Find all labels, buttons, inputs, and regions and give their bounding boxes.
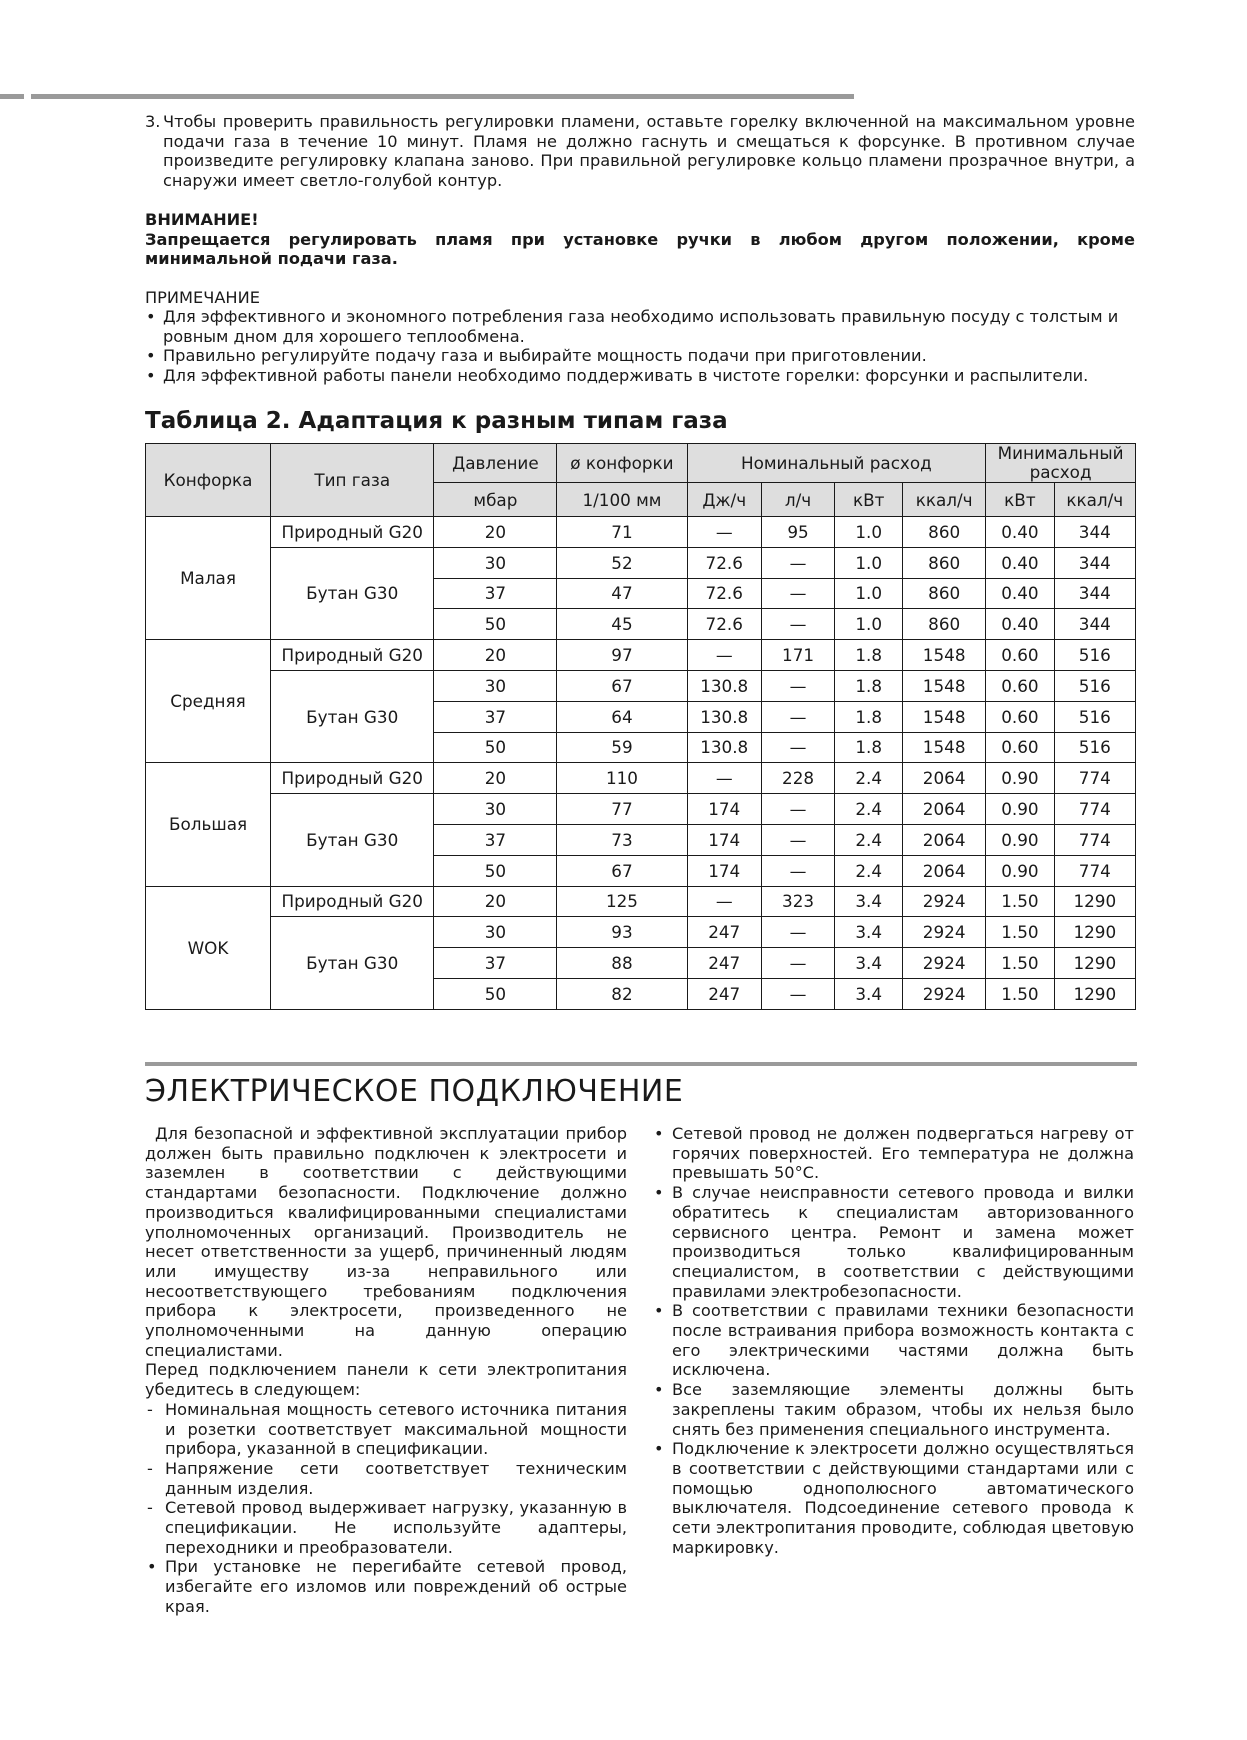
min-kcal-cell: 516 [1054, 640, 1135, 671]
min-kw-cell: 0.40 [986, 578, 1054, 609]
electric-right-column [652, 1124, 1134, 1557]
min-kw-cell: 0.90 [986, 855, 1054, 886]
min-kcal-cell: 344 [1054, 578, 1135, 609]
section-rule [145, 1062, 1137, 1066]
j-cell: 247 [687, 948, 761, 979]
table-row [146, 794, 1136, 825]
diameter-cell: 125 [557, 886, 687, 917]
min-kw-cell: 0.40 [986, 609, 1054, 640]
kcal-cell: 2064 [903, 824, 986, 855]
min-kcal-cell: 774 [1054, 763, 1135, 794]
kw-cell: 1.8 [835, 701, 903, 732]
burner-cell: Средняя [146, 640, 271, 763]
min-kw-cell: 0.90 [986, 763, 1054, 794]
kw-cell: 3.4 [835, 948, 903, 979]
kcal-cell: 2924 [903, 948, 986, 979]
note-item: • Для эффективного и экономного потребления газа необходимо использовать правильную посуду с толстым и ровным дном для хорошего теплообмена. [145, 307, 1135, 346]
pressure-cell: 30 [434, 547, 557, 578]
diameter-cell: 82 [557, 978, 687, 1009]
section-title: ЭЛЕКТРИЧЕСКОЕ ПОДКЛЮЧЕНИЕ [145, 1074, 684, 1109]
kw-cell: 1.0 [835, 547, 903, 578]
min-kw-cell: 0.40 [986, 547, 1054, 578]
j-cell: 174 [687, 824, 761, 855]
right-bullet: • Подключение к электросети должно осуществляться в соответствии с действующими стандартами или с помощью однополюсного автоматического выключателя. Подсоединение сетевого провода к сети электропитания проводите, соблюдая цветовую маркировку. [652, 1439, 1134, 1557]
table-row [146, 670, 1136, 701]
diameter-cell: 88 [557, 948, 687, 979]
header-burner: Конфорка [146, 444, 271, 517]
unit-kw: кВт [835, 483, 903, 517]
min-kw-cell: 0.60 [986, 732, 1054, 763]
min-kcal-cell: 1290 [1054, 948, 1135, 979]
header-nominal: Номинальный расход [687, 444, 986, 483]
warning-title: ВНИМАНИЕ! [145, 210, 259, 229]
right-bullet: • В соответствии с правилами техники безопасности после встраивания прибора возможность контакта с его электрическими частями должна быть исключена. [652, 1301, 1134, 1380]
min-kcal-cell: 1290 [1054, 886, 1135, 917]
kw-cell: 1.8 [835, 670, 903, 701]
j-cell: 130.8 [687, 701, 761, 732]
pressure-cell: 37 [434, 701, 557, 732]
kcal-cell: 2924 [903, 978, 986, 1009]
l-cell: — [761, 855, 834, 886]
gas-type-cell: Природный G20 [271, 763, 434, 794]
unit-kcal: ккал/ч [903, 483, 986, 517]
min-kw-cell: 0.90 [986, 824, 1054, 855]
note-list [145, 307, 1135, 385]
min-kcal-cell: 1290 [1054, 917, 1135, 948]
right-bullet-list [652, 1124, 1134, 1557]
unit-min-kw: кВт [986, 483, 1054, 517]
unit-j: Дж/ч [687, 483, 761, 517]
min-kcal-cell: 344 [1054, 517, 1135, 548]
pressure-cell: 20 [434, 886, 557, 917]
table-row [146, 763, 1136, 794]
check-item: - Сетевой провод выдерживает нагрузку, указанную в спецификации. Не используйте адаптеры, переходники и преобразователи. [145, 1498, 627, 1557]
j-cell: 130.8 [687, 670, 761, 701]
burner-cell: Большая [146, 763, 271, 886]
min-kcal-cell: 774 [1054, 855, 1135, 886]
min-kw-cell: 1.50 [986, 978, 1054, 1009]
kcal-cell: 860 [903, 578, 986, 609]
table-row [146, 517, 1136, 548]
kw-cell: 3.4 [835, 917, 903, 948]
left-bullet: • При установке не перегибайте сетевой провод, избегайте его изломов или повреждений об острые края. [145, 1557, 627, 1616]
table-row [146, 917, 1136, 948]
pressure-cell: 50 [434, 609, 557, 640]
j-cell: 247 [687, 917, 761, 948]
instructions-block [145, 112, 1135, 385]
l-cell: — [761, 978, 834, 1009]
diameter-cell: 77 [557, 794, 687, 825]
kcal-cell: 2924 [903, 917, 986, 948]
kw-cell: 1.0 [835, 578, 903, 609]
min-kcal-cell: 774 [1054, 794, 1135, 825]
j-cell: — [687, 886, 761, 917]
j-cell: 72.6 [687, 578, 761, 609]
check-item: - Напряжение сети соответствует техническим данным изделия. [145, 1459, 627, 1498]
pressure-cell: 50 [434, 978, 557, 1009]
min-kw-cell: 0.60 [986, 670, 1054, 701]
gas-type-cell: Бутан G30 [271, 794, 434, 886]
min-kw-cell: 0.60 [986, 640, 1054, 671]
header-minimal: Минимальный расход [986, 444, 1136, 483]
note-title: ПРИМЕЧАНИЕ [145, 287, 260, 307]
header-rule [31, 94, 854, 99]
unit-pressure: мбар [434, 483, 557, 517]
kw-cell: 2.4 [835, 763, 903, 794]
j-cell: 174 [687, 855, 761, 886]
diameter-cell: 67 [557, 855, 687, 886]
min-kw-cell: 1.50 [986, 886, 1054, 917]
step-text: Чтобы проверить правильность регулировки пламени, оставьте горелку включенной на максимальном уровне подачи газа в течение 10 минут. Пламя не должно гаснуть и смещаться к форсунке. В противном случае произведите регулировку клапана заново. При правильной регулировке кольцо пламени прозрачное внутри, а снаружи имеет светло-голубой контур. [163, 112, 1135, 190]
diameter-cell: 97 [557, 640, 687, 671]
min-kcal-cell: 774 [1054, 824, 1135, 855]
diameter-cell: 45 [557, 609, 687, 640]
kw-cell: 2.4 [835, 794, 903, 825]
gas-type-cell: Бутан G30 [271, 670, 434, 762]
diameter-cell: 47 [557, 578, 687, 609]
table-row [146, 886, 1136, 917]
min-kw-cell: 1.50 [986, 948, 1054, 979]
right-bullet: • В случае неисправности сетевого провода и вилки обратитесь к специалистам авторизованного сервисного центра. Ремонт и замена может производиться только квалифицированным специалистом, в соответствии с действующими правилами электробезопасности. [652, 1183, 1134, 1301]
pressure-cell: 30 [434, 794, 557, 825]
unit-min-kcal: ккал/ч [1054, 483, 1135, 517]
kw-cell: 2.4 [835, 824, 903, 855]
table-row [146, 640, 1136, 671]
kw-cell: 3.4 [835, 978, 903, 1009]
l-cell: — [761, 824, 834, 855]
j-cell: — [687, 640, 761, 671]
gas-type-cell: Природный G20 [271, 640, 434, 671]
min-kcal-cell: 1290 [1054, 978, 1135, 1009]
table-body [146, 517, 1136, 1010]
diameter-cell: 64 [557, 701, 687, 732]
l-cell: — [761, 609, 834, 640]
min-kcal-cell: 344 [1054, 547, 1135, 578]
kcal-cell: 860 [903, 547, 986, 578]
j-cell: 247 [687, 978, 761, 1009]
kw-cell: 3.4 [835, 886, 903, 917]
j-cell: 72.6 [687, 547, 761, 578]
diameter-cell: 59 [557, 732, 687, 763]
pressure-cell: 50 [434, 732, 557, 763]
diameter-cell: 110 [557, 763, 687, 794]
right-bullet: • Сетевой провод не должен подвергаться нагреву от горячих поверхностей. Его температура не должна превышать 50°С. [652, 1124, 1134, 1183]
pressure-cell: 20 [434, 517, 557, 548]
l-cell: 323 [761, 886, 834, 917]
min-kw-cell: 0.60 [986, 701, 1054, 732]
header-gas-type: Тип газа [271, 444, 434, 517]
l-cell: — [761, 794, 834, 825]
diameter-cell: 67 [557, 670, 687, 701]
warning-text: Запрещается регулировать пламя при установке ручки в любом другом положении, кроме минимальной подачи газа. [145, 229, 1135, 268]
note-item: • Правильно регулируйте подачу газа и выбирайте мощность подачи при приготовлении. [145, 346, 1135, 366]
pressure-cell: 20 [434, 640, 557, 671]
right-bullet: • Все заземляющие элементы должны быть закреплены таким образом, чтобы их нельзя было снять без применения специального инструмента. [652, 1380, 1134, 1439]
j-cell: — [687, 763, 761, 794]
kcal-cell: 2064 [903, 794, 986, 825]
pressure-cell: 30 [434, 670, 557, 701]
kcal-cell: 860 [903, 517, 986, 548]
note-item: • Для эффективной работы панели необходимо поддерживать в чистоте горелки: форсунки и распылители. [145, 366, 1135, 386]
l-cell: 228 [761, 763, 834, 794]
gas-type-cell: Бутан G30 [271, 917, 434, 1009]
kcal-cell: 2064 [903, 763, 986, 794]
kcal-cell: 1548 [903, 701, 986, 732]
header-rule-short [0, 94, 24, 99]
check-list [145, 1400, 627, 1617]
unit-diameter: 1/100 мм [557, 483, 687, 517]
burner-cell: WOK [146, 886, 271, 1009]
j-cell: 174 [687, 794, 761, 825]
gas-type-cell: Бутан G30 [271, 547, 434, 639]
gas-type-cell: Природный G20 [271, 517, 434, 548]
kw-cell: 2.4 [835, 855, 903, 886]
check-item: - Номинальная мощность сетевого источника питания и розетки соответствует максимальной мощности прибора, указанной в спецификации. [145, 1400, 627, 1459]
diameter-cell: 71 [557, 517, 687, 548]
electric-left-column [145, 1124, 627, 1617]
kw-cell: 1.8 [835, 640, 903, 671]
header-diameter: ø конфорки [557, 444, 687, 483]
kcal-cell: 2064 [903, 855, 986, 886]
table-row [146, 547, 1136, 578]
min-kcal-cell: 516 [1054, 701, 1135, 732]
diameter-cell: 52 [557, 547, 687, 578]
min-kcal-cell: 344 [1054, 609, 1135, 640]
gas-type-cell: Природный G20 [271, 886, 434, 917]
kcal-cell: 1548 [903, 732, 986, 763]
kcal-cell: 860 [903, 609, 986, 640]
pressure-cell: 37 [434, 824, 557, 855]
l-cell: 171 [761, 640, 834, 671]
l-cell: — [761, 732, 834, 763]
unit-l: л/ч [761, 483, 834, 517]
j-cell: 130.8 [687, 732, 761, 763]
l-cell: 95 [761, 517, 834, 548]
kw-cell: 1.0 [835, 609, 903, 640]
min-kcal-cell: 516 [1054, 670, 1135, 701]
pressure-cell: 37 [434, 948, 557, 979]
pressure-cell: 30 [434, 917, 557, 948]
step-number: 3. [145, 112, 161, 131]
j-cell: 72.6 [687, 609, 761, 640]
burner-cell: Малая [146, 517, 271, 640]
table-title: Таблица 2. Адаптация к разным типам газа [145, 408, 728, 434]
step-3 [145, 112, 1135, 190]
kw-cell: 1.0 [835, 517, 903, 548]
j-cell: — [687, 517, 761, 548]
min-kw-cell: 0.90 [986, 794, 1054, 825]
gas-adaptation-table [145, 443, 1136, 1010]
pressure-cell: 37 [434, 578, 557, 609]
pressure-cell: 20 [434, 763, 557, 794]
pressure-cell: 50 [434, 855, 557, 886]
l-cell: — [761, 701, 834, 732]
header-pressure: Давление [434, 444, 557, 483]
electric-intro: Для безопасной и эффективной эксплуатации прибор должен быть правильно подключен к электросети и заземлен в соответствии с действующими стандартами безопасности. Подключение должно производиться квалифицированными специалистами уполномоченных организаций. Производитель не несет ответственности за ущерб, причиненный людям или имуществу из-за неправильного или несоответствующего требованиям подключения прибора к электросети, произведенного не уполномоченными на данную операцию специалистами. [145, 1124, 627, 1360]
l-cell: — [761, 670, 834, 701]
kcal-cell: 2924 [903, 886, 986, 917]
l-cell: — [761, 917, 834, 948]
warning-block [145, 210, 1135, 269]
check-intro: Перед подключением панели к сети электропитания убедитесь в следующем: [145, 1360, 627, 1400]
diameter-cell: 93 [557, 917, 687, 948]
l-cell: — [761, 948, 834, 979]
kw-cell: 1.8 [835, 732, 903, 763]
min-kcal-cell: 516 [1054, 732, 1135, 763]
l-cell: — [761, 547, 834, 578]
kcal-cell: 1548 [903, 670, 986, 701]
l-cell: — [761, 578, 834, 609]
kcal-cell: 1548 [903, 640, 986, 671]
diameter-cell: 73 [557, 824, 687, 855]
min-kw-cell: 1.50 [986, 917, 1054, 948]
min-kw-cell: 0.40 [986, 517, 1054, 548]
